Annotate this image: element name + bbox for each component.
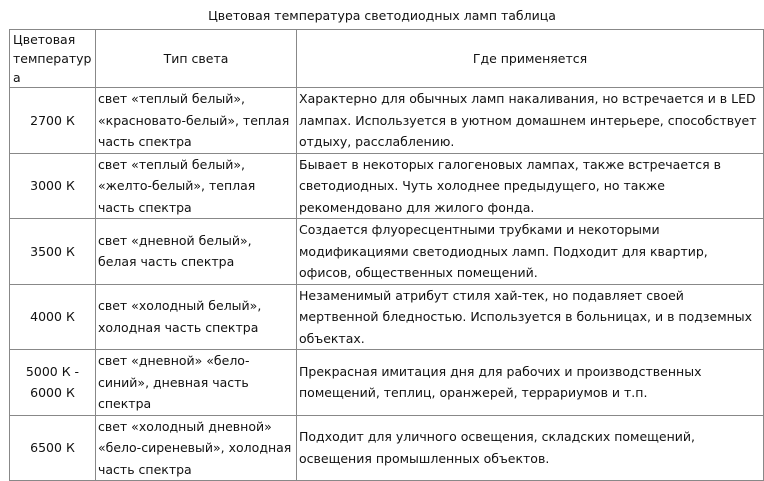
usage-cell: Подходит для уличного освещения, складских помещений, освещения промышленных объектов.: [297, 415, 764, 481]
color-temperature-table: [9, 29, 764, 481]
usage-cell: Прекрасная имитация дня для рабочих и производственных помещений, теплиц, оранжерей, террариумов и т.п.: [297, 350, 764, 416]
header-light-type: Тип света: [96, 30, 297, 88]
table-row: [10, 284, 764, 350]
table-header-row: [10, 30, 764, 88]
light-type-cell: свет «теплый белый», «красновато-белый», теплая часть спектра: [96, 88, 297, 154]
table-row: [10, 88, 764, 154]
light-type-cell: свет «теплый белый», «желто-белый», теплая часть спектра: [96, 153, 297, 219]
usage-cell: Создается флуоресцентными трубками и некоторыми модификациями светодиодных ламп. Подходит для квартир, офисов, общественных помещений.: [297, 219, 764, 285]
table-caption: Цветовая температура светодиодных ламп таблица: [208, 8, 556, 23]
temperature-cell: 3500 К: [10, 219, 96, 285]
table-row: [10, 415, 764, 481]
table-row: [10, 350, 764, 416]
temperature-cell: 4000 К: [10, 284, 96, 350]
header-color-temperature: Цветовая температура: [10, 30, 96, 88]
light-type-cell: свет «холодный дневной» «бело-сиреневый», холодная часть спектра: [96, 415, 297, 481]
usage-cell: Характерно для обычных ламп накаливания, но встречается и в LED лампах. Используется в уютном домашнем интерьере, способствует отдыху, расслаблению.: [297, 88, 764, 154]
light-type-cell: свет «дневной» «бело-синий», дневная часть спектра: [96, 350, 297, 416]
usage-cell: Бывает в некоторых галогеновых лампах, также встречается в светодиодных. Чуть холоднее предыдущего, но также рекомендовано для жилого фонда.: [297, 153, 764, 219]
table-row: [10, 153, 764, 219]
usage-cell: Незаменимый атрибут стиля хай-тек, но подавляет своей мертвенной бледностью. Используется в больницах, и в подземных объектах.: [297, 284, 764, 350]
light-type-cell: свет «дневной белый», белая часть спектра: [96, 219, 297, 285]
table-row: [10, 219, 764, 285]
header-where-used: Где применяется: [297, 30, 764, 88]
temperature-cell: 2700 К: [10, 88, 96, 154]
temperature-cell: 5000 К - 6000 К: [10, 350, 96, 416]
light-type-cell: свет «холодный белый», холодная часть спектра: [96, 284, 297, 350]
temperature-cell: 6500 К: [10, 415, 96, 481]
temperature-cell: 3000 К: [10, 153, 96, 219]
